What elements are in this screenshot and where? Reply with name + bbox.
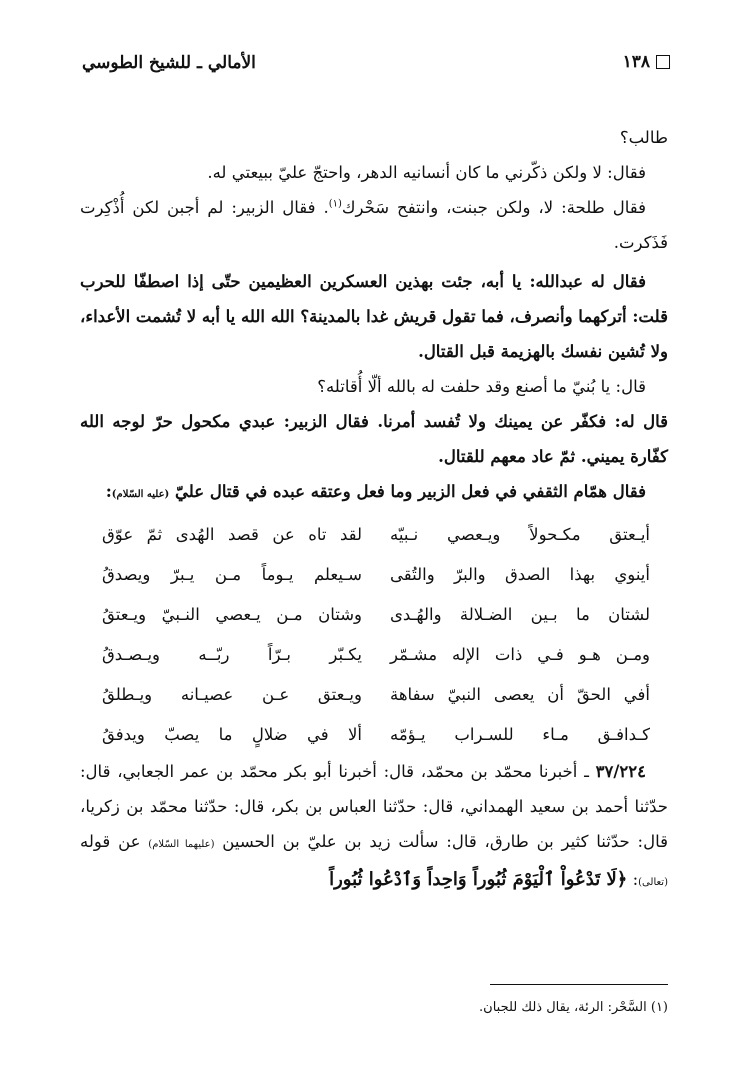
paragraph-text: . فقال الزبير: لم أجبن لكن أُذْكِرت فَذَكرت. (80, 198, 668, 252)
verse-first-hemistich: لشتان ما بـين الضـلالة والهُـدى (390, 604, 650, 624)
verse-first-hemistich: كـدافـق مـاء للسـراب يـؤمّه (390, 724, 650, 744)
verse-second-hemistich: ويـعتق عـن عصيـانه ويـطلقُ (102, 684, 362, 704)
verse-first-hemistich: أينوي بهذا الصدق والبرّ والتُقى (390, 564, 650, 584)
paragraph: قال له: فكفّر عن يمينك ولا تُفسد أمرنا. فقال الزبير: عبدي مكحول حرّ لوجه الله كفّارة يميني. ثمّ عاد معهم للقتال. (80, 412, 668, 466)
page-number-box-icon (656, 55, 670, 69)
footnote-ref: (١) (328, 198, 342, 210)
hadith-text: : (627, 870, 639, 889)
paragraph: قال: يا بُنيّ ما أصنع وقد حلفت له بالله ألّا أُقاتله؟ (317, 377, 646, 396)
hadith-text: عن قوله (80, 832, 149, 851)
paragraph: فقال: لا ولكن ذكّرني ما كان أنسانيه الدهر، واحتجّ عليّ ببيعتي له. (207, 163, 646, 182)
footnote: (١) السَّحْر: الرئة، يقال ذلك للجبان. (479, 1000, 668, 1015)
poem (80, 514, 668, 754)
verse-second-hemistich: لقد تاه عن قصد الهُدى ثمّ عوّق (102, 524, 362, 544)
poem-verse (102, 674, 650, 714)
footnote-divider (490, 984, 668, 985)
verse-second-hemistich: سـيعلم يـوماً مـن يـبرّ ويصدقُ (102, 564, 362, 584)
verse-second-hemistich: وشتان مـن يـعصي النـبيّ ويـعتقُ (102, 604, 362, 624)
verse-first-hemistich: أيـعتق مكـحولاً ويـعصي نـبيّه (390, 524, 650, 544)
running-header-title: الأمالي ـ للشيخ الطوسي (82, 53, 256, 73)
verse-first-hemistich: ومـن هـو فـي ذات الإله مشـمّر (390, 644, 650, 664)
poem-verse (102, 634, 650, 674)
page-number (623, 52, 670, 72)
hadith-text: ـ أخبرنا محمّد بن محمّد، قال: أخبرنا أبو بكر محمّد بن عمر الجعابي، قال: حدّثنا أحمد بن سعيد الهمداني، قال: حدّثنا العباس بن بكر، قال: حدّثنا محمّد بن زكريا، قال: حدّثنا كثير بن طارق، قال: سألت زيد بن عليّ بن الحسين (80, 762, 668, 851)
verse-second-hemistich: ألا في ضلالٍ ما يصبّ ويدفقُ (102, 724, 362, 744)
poem-verse (102, 594, 650, 634)
paragraph (80, 474, 668, 512)
paragraph (80, 190, 668, 260)
paragraph: فقال له عبدالله: يا أبه، جئت بهذين العسكرين العظيمين حتّى إذا اصطفّا للحرب قلت: أتركهما وأنصرف، فما تقول قريش غدا بالمدينة؟ الله الله يا أبه لا تُشمت الأعداء، ولا تُشين نفسك بالهزيمة قبل القتال. (80, 272, 668, 361)
honorific: (عليهما السّلام) (148, 839, 215, 850)
paragraph-text: فقال طلحة: لا، ولكن جبنت، وانتفح سَحْرك (341, 198, 647, 217)
paragraph-text: فقال همّام الثقفي في فعل الزبير وما فعل وعتقه عبده في قتال عليّ (175, 482, 646, 501)
poem-verse (102, 714, 650, 754)
quran-quote: ﴿لَا تَدْعُواْ ٱلْيَوْمَ ثُبُوراً وَاحِداً وَٱدْعُوا ثُبُوراً (329, 869, 628, 890)
verse-second-hemistich: يكـبّر بـرّاً ربّــه ويـصـدقُ (102, 644, 362, 664)
poem-verse (102, 514, 650, 554)
honorific: (عليه السّلام) (111, 489, 170, 500)
honorific: (تعالى) (638, 877, 668, 888)
hadith-number: ٣٧/٢٢٤ (595, 762, 646, 781)
paragraph-text: : (105, 482, 112, 501)
page-body (80, 120, 668, 900)
page-number-text: ١٣٨ (622, 52, 650, 72)
paragraph: طالب؟ (619, 128, 668, 147)
verse-first-hemistich: أفي الحقّ أن يعصى النبيّ سفاهة (390, 684, 650, 704)
poem-verse (102, 554, 650, 594)
hadith-paragraph (80, 754, 668, 900)
